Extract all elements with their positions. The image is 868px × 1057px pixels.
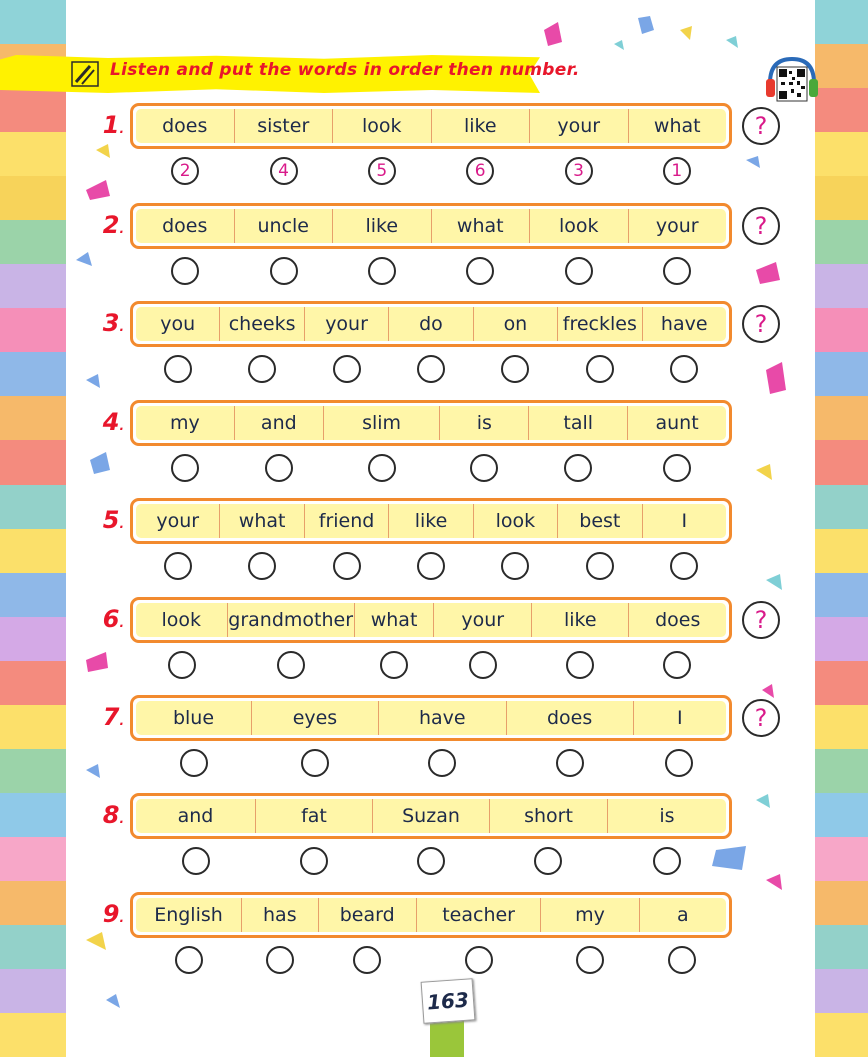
word-cell[interactable]: I	[676, 707, 683, 729]
stripe-band	[815, 837, 868, 881]
stripe-band	[0, 793, 66, 837]
word-cell[interactable]: look	[530, 209, 629, 243]
word-row	[130, 892, 732, 938]
stripe-band	[815, 352, 868, 396]
exercise-number-digit: 3	[102, 309, 120, 337]
word-cell[interactable]: is	[440, 406, 529, 440]
stripe-band	[815, 969, 868, 1013]
exercise-number	[92, 605, 124, 633]
answer-circle[interactable]	[168, 651, 196, 679]
answer-circle[interactable]	[270, 257, 298, 285]
word-cell[interactable]: Suzan	[373, 799, 490, 833]
exercise-number	[92, 900, 124, 928]
stripe-band	[0, 132, 66, 176]
answer-circle[interactable]	[353, 946, 381, 974]
stripe-band	[0, 705, 66, 749]
exercise-number	[92, 111, 124, 139]
word-cell[interactable]: what	[220, 504, 304, 538]
exercise-number	[92, 703, 124, 731]
exercise-number-dot: .	[119, 320, 124, 334]
stripe-band	[0, 264, 66, 308]
answer-circle[interactable]	[586, 552, 614, 580]
word-cell[interactable]: does	[136, 209, 235, 243]
stripe-band	[0, 396, 66, 440]
answer-circle[interactable]	[417, 847, 445, 875]
answer-circle[interactable]	[368, 257, 396, 285]
answer-circle[interactable]	[576, 946, 604, 974]
question-mark-circle: ?	[742, 699, 780, 737]
stripe-band	[0, 573, 66, 617]
stripe-band	[815, 573, 868, 617]
stripe-band	[815, 220, 868, 264]
stripe-band	[0, 440, 66, 484]
exercise-number-digit: 1	[102, 111, 120, 139]
exercise-number-digit: 8	[102, 801, 120, 829]
qr-code-headphones-icon[interactable]	[764, 55, 820, 105]
word-row	[130, 498, 732, 544]
question-mark-circle: ?	[742, 601, 780, 639]
word-cell[interactable]: have	[379, 701, 507, 735]
answer-circle[interactable]	[663, 454, 691, 482]
question-mark-circle: ?	[742, 305, 780, 343]
exercise-number	[92, 506, 124, 534]
word-cell[interactable]: does	[507, 701, 634, 735]
stripe-band	[0, 661, 66, 705]
word-cell[interactable]: and	[235, 406, 324, 440]
word-cell[interactable]: tall	[529, 406, 628, 440]
stripe-band	[0, 88, 66, 132]
answer-circle[interactable]	[266, 946, 294, 974]
word-row	[130, 695, 732, 741]
stripe-band	[815, 264, 868, 308]
word-cell[interactable]: fat	[256, 799, 373, 833]
answer-circle[interactable]	[586, 355, 614, 383]
word-row	[130, 400, 732, 446]
answer-circle[interactable]	[300, 847, 328, 875]
answer-circle[interactable]	[180, 749, 208, 777]
answer-circle[interactable]: 3	[565, 157, 593, 185]
word-cell[interactable]: you	[136, 307, 220, 341]
stripe-band	[815, 881, 868, 925]
word-row	[130, 301, 732, 347]
word-cell[interactable]: sister	[235, 109, 334, 143]
word-cell[interactable]: beard	[319, 898, 417, 932]
exercise-number-digit: 9	[102, 900, 120, 928]
stripe-band	[0, 617, 66, 661]
answer-circle[interactable]	[670, 355, 698, 383]
word-cell[interactable]: have	[660, 313, 708, 335]
word-cell[interactable]: uncle	[235, 209, 334, 243]
stripe-band	[0, 529, 66, 573]
answer-circle[interactable]	[175, 946, 203, 974]
stripe-band	[815, 485, 868, 529]
answer-circle[interactable]: 5	[368, 157, 396, 185]
word-cell[interactable]: your	[136, 504, 220, 538]
stripe-band	[815, 132, 868, 176]
answer-circle[interactable]	[469, 651, 497, 679]
stripe-band	[815, 529, 868, 573]
word-cell[interactable]: does	[655, 609, 701, 631]
answer-circle[interactable]	[277, 651, 305, 679]
answer-circle[interactable]	[333, 552, 361, 580]
stripe-band	[815, 925, 868, 969]
word-cell[interactable]: your	[530, 109, 629, 143]
right-stripe-border	[815, 0, 868, 1057]
word-cell[interactable]: look	[333, 109, 432, 143]
word-cell[interactable]: what	[355, 603, 435, 637]
instruction-text: Listen and put the words in order then number.	[110, 60, 580, 80]
exercise-number-dot: .	[119, 419, 124, 433]
exercise-number	[92, 408, 124, 436]
word-cell[interactable]: like	[333, 209, 432, 243]
answer-circle[interactable]	[663, 257, 691, 285]
exercise-number-digit: 4	[102, 408, 120, 436]
word-cell[interactable]: aunt	[655, 412, 699, 434]
pencil-icon	[70, 60, 100, 88]
stripe-band	[0, 837, 66, 881]
word-cell[interactable]: slim	[324, 406, 441, 440]
stripe-band	[815, 396, 868, 440]
word-cell[interactable]: your	[305, 307, 389, 341]
stripe-band	[0, 925, 66, 969]
stripe-band	[815, 0, 868, 44]
stripe-band	[815, 661, 868, 705]
word-cell[interactable]: your	[655, 215, 699, 237]
word-cell[interactable]: is	[659, 805, 675, 827]
exercise-number-dot: .	[119, 911, 124, 925]
word-cell[interactable]: like	[389, 504, 473, 538]
word-cell[interactable]: do	[389, 307, 473, 341]
answer-circle[interactable]	[182, 847, 210, 875]
stripe-band	[0, 0, 66, 44]
word-cell[interactable]: look	[474, 504, 558, 538]
word-cell[interactable]: does	[136, 109, 235, 143]
stripe-band	[0, 749, 66, 793]
stripe-band	[0, 308, 66, 352]
word-cell[interactable]: like	[532, 603, 630, 637]
stripe-band	[815, 88, 868, 132]
answer-circle[interactable]	[670, 552, 698, 580]
exercise-number-dot: .	[119, 122, 124, 136]
word-cell[interactable]: blue	[136, 701, 252, 735]
answer-circle[interactable]: 1	[663, 157, 691, 185]
answer-circle[interactable]	[164, 355, 192, 383]
exercise-number-dot: .	[119, 714, 124, 728]
answer-circle[interactable]	[368, 454, 396, 482]
word-row	[130, 203, 732, 249]
answer-circle[interactable]	[417, 552, 445, 580]
answer-circle[interactable]	[653, 847, 681, 875]
stripe-band	[0, 969, 66, 1013]
answer-circle[interactable]	[164, 552, 192, 580]
exercise-number-digit: 2	[102, 211, 120, 239]
stripe-band	[0, 352, 66, 396]
word-cell[interactable]: my	[136, 406, 235, 440]
word-cell[interactable]: on	[474, 307, 558, 341]
answer-circle[interactable]: 6	[466, 157, 494, 185]
stripe-band	[815, 793, 868, 837]
question-mark-circle: ?	[742, 107, 780, 145]
stripe-band	[815, 176, 868, 220]
left-stripe-border	[0, 0, 66, 1057]
stripe-band	[0, 485, 66, 529]
word-cell[interactable]: best	[558, 504, 642, 538]
stripe-band	[0, 881, 66, 925]
stripe-band	[0, 220, 66, 264]
answer-circle[interactable]	[171, 257, 199, 285]
word-cell[interactable]: a	[676, 904, 689, 926]
stripe-band	[815, 1013, 868, 1057]
word-row	[130, 597, 732, 643]
word-cell[interactable]: cheeks	[220, 307, 304, 341]
word-cell[interactable]: what	[653, 115, 701, 137]
word-cell[interactable]: and	[136, 799, 256, 833]
answer-circle[interactable]	[556, 749, 584, 777]
stripe-band	[815, 44, 868, 88]
exercise-number	[92, 801, 124, 829]
word-cell[interactable]: teacher	[417, 898, 542, 932]
question-mark-circle: ?	[742, 207, 780, 245]
word-cell[interactable]: has	[242, 898, 319, 932]
answer-circle[interactable]	[301, 749, 329, 777]
stripe-band	[815, 705, 868, 749]
exercise-number	[92, 309, 124, 337]
stripe-band	[0, 1013, 66, 1057]
exercise-number-digit: 5	[102, 506, 120, 534]
word-cell[interactable]: I	[681, 510, 688, 532]
answer-circle[interactable]	[265, 454, 293, 482]
stripe-band	[815, 749, 868, 793]
exercise-number-dot: .	[119, 517, 124, 531]
stripe-band	[815, 617, 868, 661]
answer-circle[interactable]	[417, 355, 445, 383]
word-row	[130, 793, 732, 839]
word-cell[interactable]: your	[434, 603, 532, 637]
answer-circle[interactable]	[465, 946, 493, 974]
word-cell[interactable]: grandmother	[228, 603, 355, 637]
exercise-number-dot: .	[119, 616, 124, 630]
exercise-number-digit: 6	[102, 605, 120, 633]
answer-circle[interactable]	[466, 257, 494, 285]
answer-circle[interactable]: 4	[270, 157, 298, 185]
exercise-number-dot: .	[119, 222, 124, 236]
answer-circle[interactable]	[565, 257, 593, 285]
word-cell[interactable]: look	[136, 603, 228, 637]
answer-circle[interactable]	[333, 355, 361, 383]
stripe-band	[815, 308, 868, 352]
answer-circle[interactable]	[566, 651, 594, 679]
exercise-number-digit: 7	[102, 703, 120, 731]
word-cell[interactable]: freckles	[558, 307, 642, 341]
word-cell[interactable]: like	[432, 109, 531, 143]
stripe-band	[0, 176, 66, 220]
word-cell[interactable]: eyes	[252, 701, 379, 735]
exercise-number-dot: .	[119, 812, 124, 826]
word-cell[interactable]: what	[432, 209, 531, 243]
stripe-band	[815, 440, 868, 484]
answer-circle[interactable]: 2	[171, 157, 199, 185]
word-cell[interactable]: my	[541, 898, 639, 932]
page-number: 163	[421, 978, 476, 1024]
word-cell[interactable]: friend	[305, 504, 389, 538]
exercise-number	[92, 211, 124, 239]
answer-circle[interactable]	[564, 454, 592, 482]
word-cell[interactable]: English	[136, 898, 242, 932]
word-cell[interactable]: short	[490, 799, 608, 833]
word-row	[130, 103, 732, 149]
